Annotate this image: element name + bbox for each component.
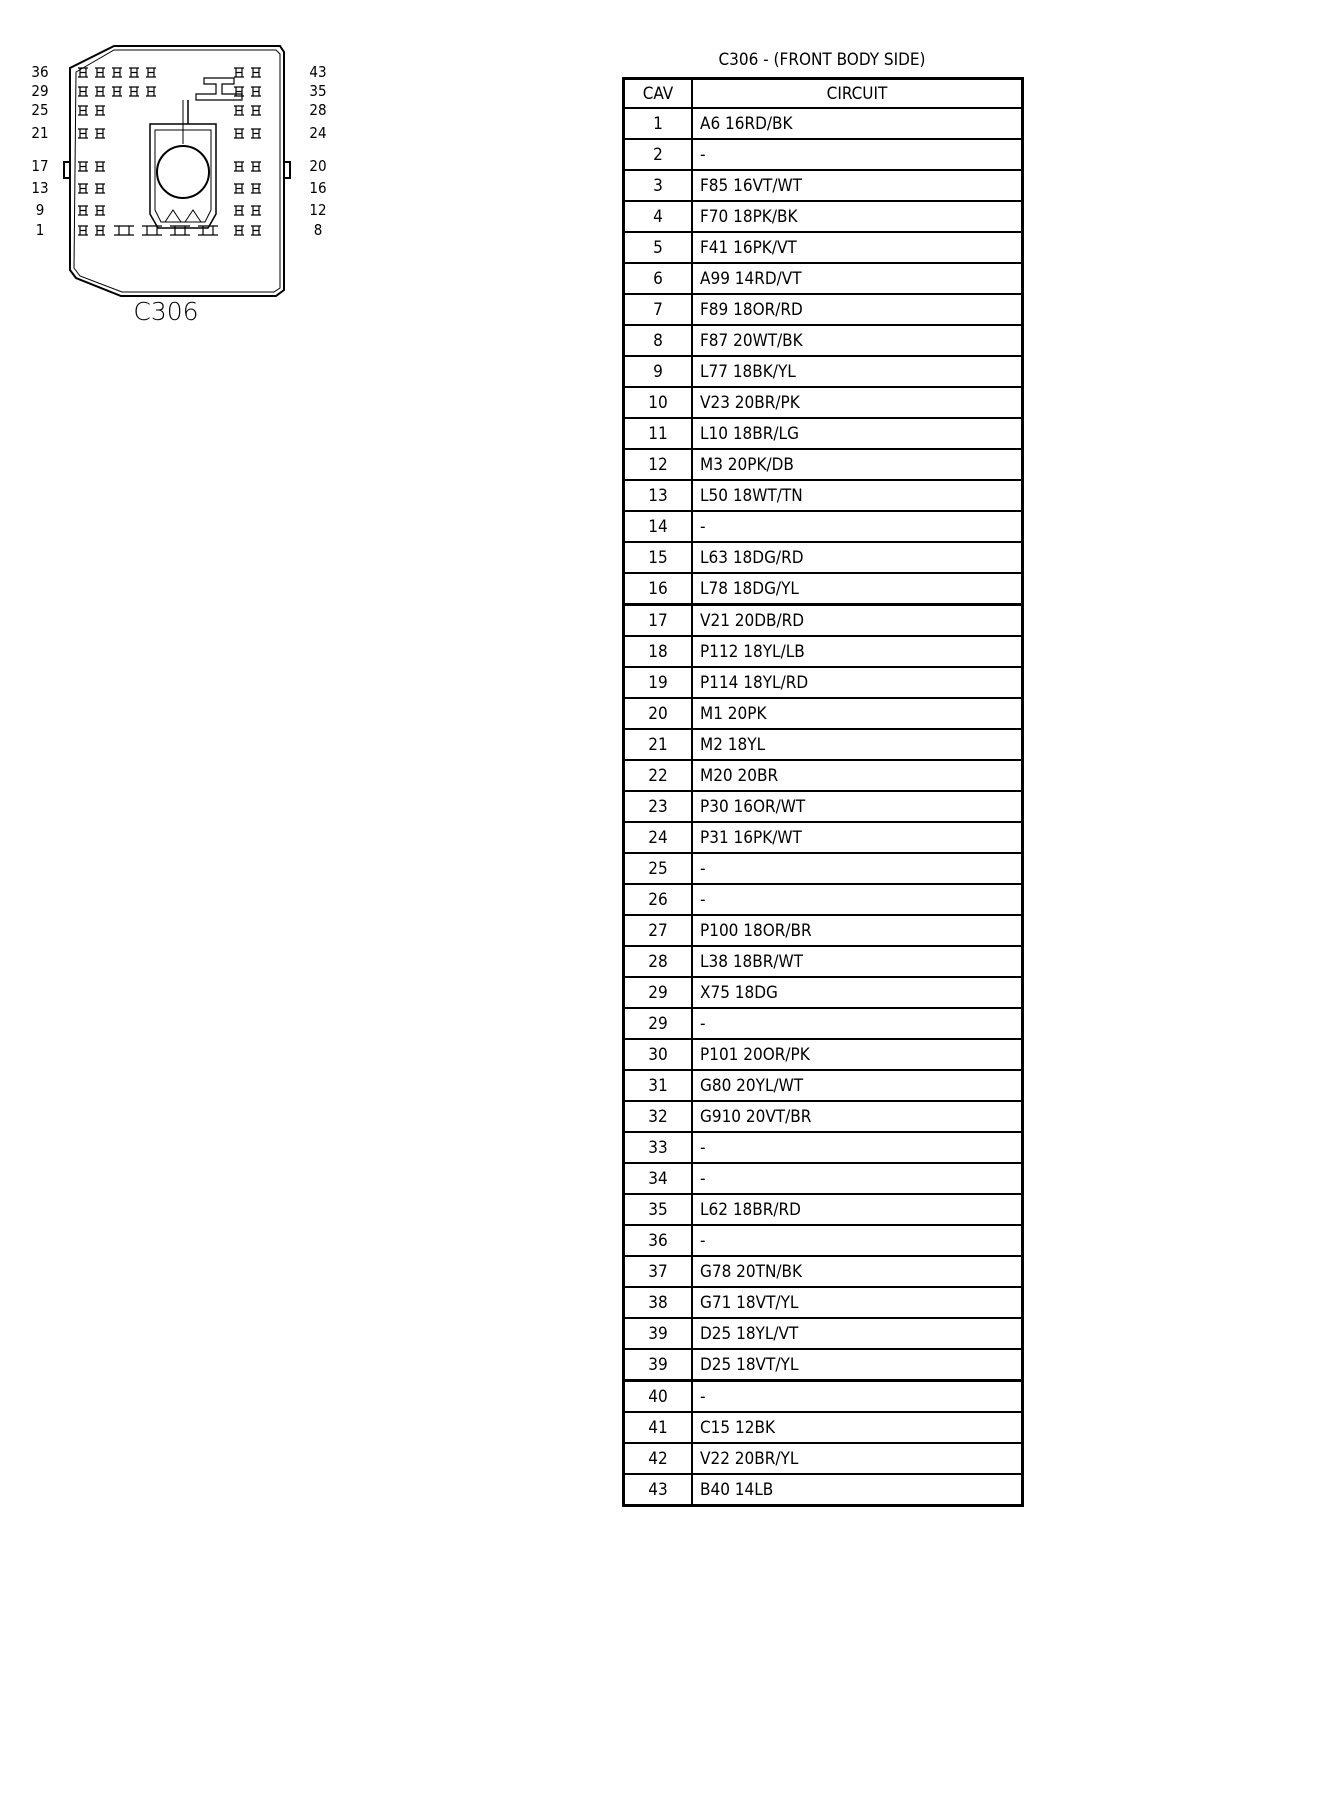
cav-cell: 8 — [624, 325, 693, 356]
table-row — [624, 1349, 1023, 1381]
pin-labels-right — [309, 63, 326, 239]
cav-cell: 21 — [624, 729, 693, 760]
pin-label: 35 — [309, 82, 327, 100]
cav-cell: 13 — [624, 480, 693, 511]
pin-label: 9 — [35, 201, 45, 219]
table-row — [624, 1070, 1023, 1101]
cavity-slot — [112, 87, 122, 96]
cav-cell: 43 — [624, 1474, 693, 1506]
table-body — [624, 108, 1023, 1506]
table-row — [624, 1412, 1023, 1443]
cavity-slot — [251, 184, 261, 193]
cavity-slot — [78, 162, 88, 171]
circuit-cell: D25 18VT/YL — [692, 1349, 1023, 1381]
table-row — [624, 1474, 1023, 1506]
pin-label: 20 — [309, 157, 327, 175]
table-row — [624, 1039, 1023, 1070]
cav-cell: 22 — [624, 760, 693, 791]
circuit-cell: - — [692, 139, 1023, 170]
cavity-slot — [129, 87, 139, 96]
circuit-cell: C15 12BK — [692, 1412, 1023, 1443]
pin-label: 8 — [313, 221, 323, 239]
cav-cell: 6 — [624, 263, 693, 294]
cav-cell: 29 — [624, 1008, 693, 1039]
cavity-slot — [146, 68, 156, 77]
table-row — [624, 760, 1023, 791]
cav-cell: 3 — [624, 170, 693, 201]
table-row — [624, 511, 1023, 542]
circuit-cell: F41 16PK/VT — [692, 232, 1023, 263]
cav-cell: 28 — [624, 946, 693, 977]
cav-cell: 14 — [624, 511, 693, 542]
cavity-slot — [234, 68, 244, 77]
circuit-cell: - — [692, 1163, 1023, 1194]
circuit-cell: L10 18BR/LG — [692, 418, 1023, 449]
circuit-cell: A99 14RD/VT — [692, 263, 1023, 294]
cav-cell: 40 — [624, 1381, 693, 1413]
cavity-slot — [251, 68, 261, 77]
table-row — [624, 170, 1023, 201]
table-row — [624, 325, 1023, 356]
table-row — [624, 605, 1023, 637]
cav-cell: 18 — [624, 636, 693, 667]
circuit-cell: A6 16RD/BK — [692, 108, 1023, 139]
table-row — [624, 387, 1023, 418]
cavity-slot — [234, 87, 244, 96]
table-row — [624, 884, 1023, 915]
cav-cell: 19 — [624, 667, 693, 698]
cavity-slot — [78, 226, 88, 235]
circuit-cell: F89 18OR/RD — [692, 294, 1023, 325]
cav-cell: 42 — [624, 1443, 693, 1474]
circuit-cell: G910 20VT/BR — [692, 1101, 1023, 1132]
circuit-cell: P31 16PK/WT — [692, 822, 1023, 853]
table-row — [624, 1101, 1023, 1132]
cav-cell: 39 — [624, 1349, 693, 1381]
pin-label: 1 — [35, 221, 45, 239]
table-row — [624, 977, 1023, 1008]
table-row — [624, 356, 1023, 387]
circuit-cell: - — [692, 511, 1023, 542]
circuit-cell: - — [692, 1132, 1023, 1163]
pin-label: 13 — [31, 179, 49, 197]
table-row — [624, 480, 1023, 511]
cavity-slot — [78, 184, 88, 193]
cav-cell: 33 — [624, 1132, 693, 1163]
cav-cell: 4 — [624, 201, 693, 232]
circuit-cell: G71 18VT/YL — [692, 1287, 1023, 1318]
cav-cell: 35 — [624, 1194, 693, 1225]
pin-label: 12 — [309, 201, 327, 219]
circuit-cell: M2 18YL — [692, 729, 1023, 760]
cav-cell: 26 — [624, 884, 693, 915]
pin-label: 17 — [31, 157, 49, 175]
circuit-cell: P101 20OR/PK — [692, 1039, 1023, 1070]
circuit-cell: P112 18YL/LB — [692, 636, 1023, 667]
circuit-cell: M1 20PK — [692, 698, 1023, 729]
cavity-slot — [234, 184, 244, 193]
cav-cell: 12 — [624, 449, 693, 480]
connector-name: C306 — [133, 297, 199, 326]
table-row — [624, 294, 1023, 325]
cav-cell: 17 — [624, 605, 693, 637]
cav-cell: 15 — [624, 542, 693, 573]
cavity-slot — [129, 68, 139, 77]
cav-cell: 39 — [624, 1318, 693, 1349]
circuit-cell: F87 20WT/BK — [692, 325, 1023, 356]
table-header-row — [624, 79, 1023, 109]
circuit-cell: M20 20BR — [692, 760, 1023, 791]
table-row — [624, 542, 1023, 573]
circuit-cell: - — [692, 1225, 1023, 1256]
circuit-cell: L78 18DG/YL — [692, 573, 1023, 605]
cav-cell: 31 — [624, 1070, 693, 1101]
cavity-slot — [234, 206, 244, 215]
table-row — [624, 915, 1023, 946]
cavity-slot — [251, 162, 261, 171]
circuit-cell: L77 18BK/YL — [692, 356, 1023, 387]
pin-label: 21 — [31, 124, 49, 142]
table-row — [624, 139, 1023, 170]
table-row — [624, 449, 1023, 480]
cav-cell: 9 — [624, 356, 693, 387]
cav-cell: 36 — [624, 1225, 693, 1256]
cavity-slot — [95, 106, 105, 115]
cavity-slot — [146, 87, 156, 96]
pin-label: 36 — [31, 63, 49, 81]
cav-cell: 2 — [624, 139, 693, 170]
circuit-cell: P30 16OR/WT — [692, 791, 1023, 822]
table-row — [624, 1318, 1023, 1349]
circuit-cell: - — [692, 884, 1023, 915]
cav-cell: 23 — [624, 791, 693, 822]
circuit-cell: G80 20YL/WT — [692, 1070, 1023, 1101]
cavity-slot-wide — [114, 226, 134, 235]
circuit-cell: V22 20BR/YL — [692, 1443, 1023, 1474]
table-row — [624, 1225, 1023, 1256]
cavity-slot — [112, 68, 122, 77]
cav-cell: 38 — [624, 1287, 693, 1318]
circuit-cell: L62 18BR/RD — [692, 1194, 1023, 1225]
cav-cell: 24 — [624, 822, 693, 853]
circuit-cell: L38 18BR/WT — [692, 946, 1023, 977]
table-row — [624, 1443, 1023, 1474]
cavity-slot — [95, 87, 105, 96]
table-row — [624, 822, 1023, 853]
table-row — [624, 232, 1023, 263]
table-row — [624, 853, 1023, 884]
pin-labels-left — [31, 63, 48, 239]
cavity-slot — [95, 162, 105, 171]
circuit-cell: V21 20DB/RD — [692, 605, 1023, 637]
cavity-slot — [95, 129, 105, 138]
cavity-slot — [234, 129, 244, 138]
circuit-cell: X75 18DG — [692, 977, 1023, 1008]
cav-cell: 34 — [624, 1163, 693, 1194]
cav-cell: 30 — [624, 1039, 693, 1070]
table-row — [624, 1008, 1023, 1039]
table-row — [624, 1256, 1023, 1287]
cavity-slot — [78, 106, 88, 115]
cav-cell: 16 — [624, 573, 693, 605]
table-row — [624, 1163, 1023, 1194]
circuit-cell: B40 14LB — [692, 1474, 1023, 1506]
cav-cell: 25 — [624, 853, 693, 884]
cav-cell: 37 — [624, 1256, 693, 1287]
table-row — [624, 1381, 1023, 1413]
cavity-slot — [95, 184, 105, 193]
table-row — [624, 1287, 1023, 1318]
cavity-table — [622, 77, 1024, 1507]
cav-cell: 1 — [624, 108, 693, 139]
pin-label: 29 — [31, 82, 49, 100]
cav-cell: 20 — [624, 698, 693, 729]
table-row — [624, 573, 1023, 605]
circuit-cell: G78 20TN/BK — [692, 1256, 1023, 1287]
cavity-slot — [234, 106, 244, 115]
cav-cell: 5 — [624, 232, 693, 263]
circuit-cell: - — [692, 1381, 1023, 1413]
pin-label: 28 — [309, 101, 327, 119]
cav-cell: 32 — [624, 1101, 693, 1132]
table-row — [624, 1194, 1023, 1225]
table-row — [624, 636, 1023, 667]
circuit-cell: M3 20PK/DB — [692, 449, 1023, 480]
table-row — [624, 201, 1023, 232]
table-row — [624, 108, 1023, 139]
table-row — [624, 946, 1023, 977]
connector-diagram — [18, 40, 338, 326]
cavity-slot — [251, 226, 261, 235]
circuit-cell: F70 18PK/BK — [692, 201, 1023, 232]
circuit-cell: V23 20BR/PK — [692, 387, 1023, 418]
table-row — [624, 791, 1023, 822]
cav-cell: 29 — [624, 977, 693, 1008]
cavity-slot — [234, 226, 244, 235]
cav-cell: 11 — [624, 418, 693, 449]
cavity-slot — [251, 106, 261, 115]
cavity-slot — [78, 87, 88, 96]
pin-cavities — [78, 68, 261, 235]
table-title: C306 - (FRONT BODY SIDE) — [718, 50, 926, 70]
cavity-slot — [251, 87, 261, 96]
circuit-cell: F85 16VT/WT — [692, 170, 1023, 201]
table-row — [624, 667, 1023, 698]
table-row — [624, 729, 1023, 760]
cavity-slot — [95, 68, 105, 77]
circuit-cell: - — [692, 853, 1023, 884]
cav-cell: 7 — [624, 294, 693, 325]
circuit-cell: D25 18YL/VT — [692, 1318, 1023, 1349]
table-row — [624, 418, 1023, 449]
cavity-slot — [251, 206, 261, 215]
pin-label: 16 — [309, 179, 327, 197]
cavity-slot — [78, 129, 88, 138]
pin-label: 25 — [31, 101, 49, 119]
table-row — [624, 1132, 1023, 1163]
cavity-slot — [95, 206, 105, 215]
cavity-slot — [78, 206, 88, 215]
cav-cell: 41 — [624, 1412, 693, 1443]
cav-cell: 10 — [624, 387, 693, 418]
cav-cell: 27 — [624, 915, 693, 946]
pin-label: 24 — [309, 124, 327, 142]
table-row — [624, 263, 1023, 294]
circuit-cell: P100 18OR/BR — [692, 915, 1023, 946]
pin-label: 43 — [309, 63, 327, 81]
circuit-cell: P114 18YL/RD — [692, 667, 1023, 698]
table-row — [624, 698, 1023, 729]
header-circuit: CIRCUIT — [692, 79, 1023, 109]
header-cav: CAV — [624, 79, 693, 109]
cavity-slot — [95, 226, 105, 235]
cavity-slot — [234, 162, 244, 171]
circuit-cell: L63 18DG/RD — [692, 542, 1023, 573]
cavity-slot — [78, 68, 88, 77]
circuit-cell: - — [692, 1008, 1023, 1039]
circuit-cell: L50 18WT/TN — [692, 480, 1023, 511]
cavity-slot — [251, 129, 261, 138]
